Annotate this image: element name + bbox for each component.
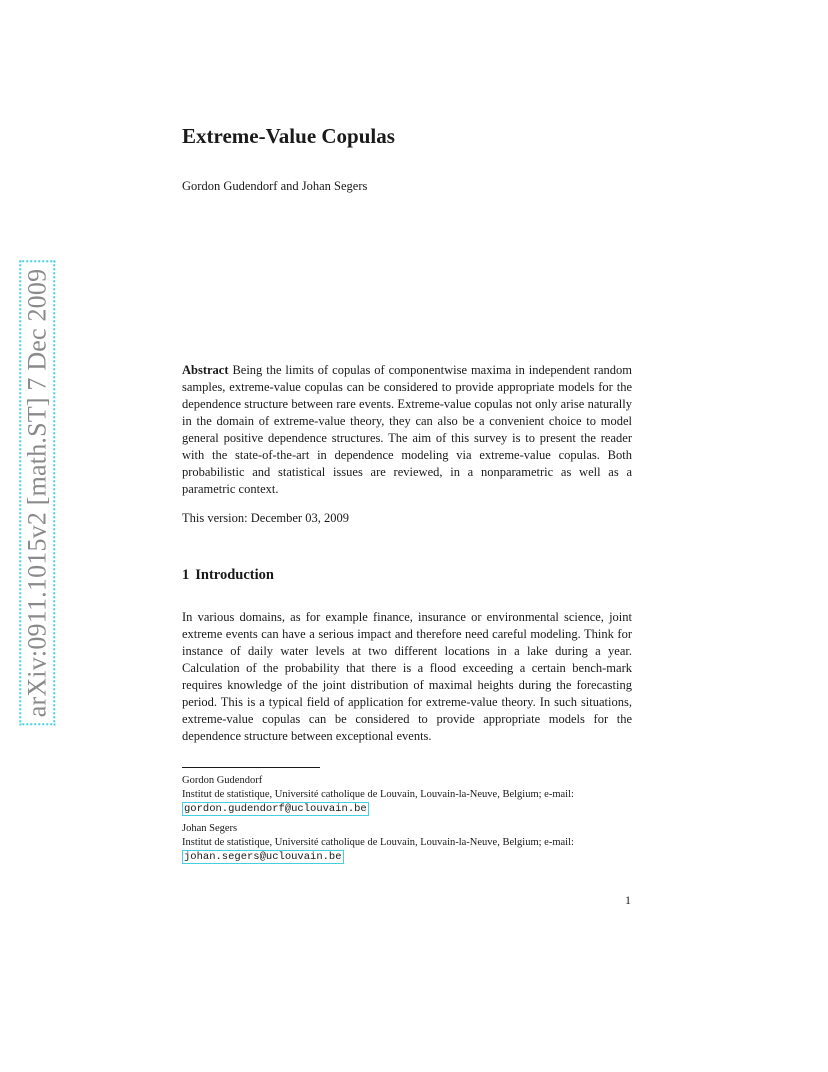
arxiv-id-link[interactable]: arXiv:0911.1015v2 [math.ST] 7 Dec 2009 (19, 261, 55, 726)
abstract-label: Abstract (182, 363, 229, 377)
email-link[interactable]: johan.segers@uclouvain.be (184, 851, 342, 863)
abstract-text: Being the limits of copulas of componentwise maxima in independent random samples, extreme-value copulas can be considered to provide appropriate models for the dependence structure between rare events. Extreme-value copulas not only arise naturally in the domain of extreme-value theory, they can also be a convenient choice to model general positive dependence structures. The aim of this survey is to present the reader with the state-of-the-art in dependence modeling via extreme-value copulas. Both probabilistic and statistical issues are reviewed, in a nonparametric as well as a parametric context. (182, 363, 632, 496)
footnote-author-name: Johan Segers (182, 823, 238, 834)
arxiv-stamp[interactable] (20, 256, 54, 730)
section-title: Introduction (195, 567, 274, 583)
footnote-rule (182, 767, 320, 768)
section-number: 1 (182, 567, 190, 583)
footnote-affiliation: Institut de statistique, Université catholique de Louvain, Louvain-la-Neuve, Belgium; e-mail: (182, 789, 574, 800)
section-heading (182, 567, 274, 584)
footnote-affiliation: Institut de statistique, Université catholique de Louvain, Louvain-la-Neuve, Belgium; e-mail: (182, 837, 574, 848)
introduction-paragraph: In various domains, as for example finance, insurance or environmental science, joint extreme events can have a serious impact and therefore need careful modeling. Think for instance of daily water levels at two different locations in a lake during a year. Calculation of the probability that there is a flood exceeding a certain bench-mark requires knowledge of the joint distribution of maximal heights during the forecasting period. This is a typical field of application for extreme-value theory. In such situations, extreme-value copulas can be considered to provide appropriate models for the dependence structure between exceptional events. (182, 610, 632, 743)
footnote-author-2 (182, 822, 632, 864)
abstract (182, 362, 632, 498)
page-number: 1 (625, 893, 631, 907)
version-note: This version: December 03, 2009 (182, 511, 349, 525)
paper-title: Extreme-Value Copulas (182, 124, 395, 148)
footnote-author-name: Gordon Gudendorf (182, 775, 263, 786)
paper-authors: Gordon Gudendorf and Johan Segers (182, 179, 368, 193)
email-link[interactable]: gordon.gudendorf@uclouvain.be (184, 803, 367, 815)
footnote-author-1 (182, 774, 632, 816)
